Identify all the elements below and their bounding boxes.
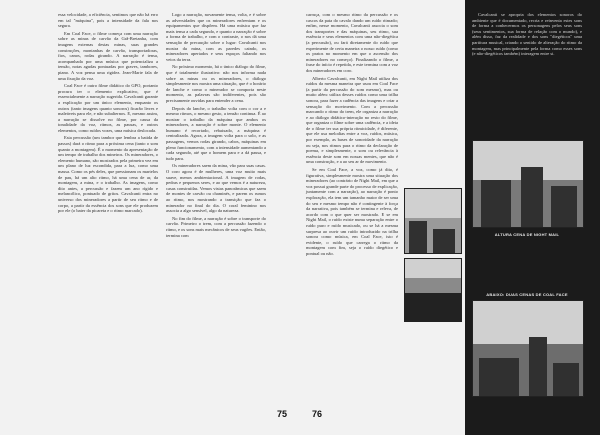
coal-face-photo (472, 300, 584, 397)
night-mail-photo (472, 140, 584, 228)
paragraph: Alberto Cavalcanti, em Night Mail utiliza dos ruídos da mesma maneira que usou em Coal Face (a partir da percussão do som mesmo), mas ou muito além: utiliza desses ruídos como uma trilha sonora, para fazer a cadência das imagens e criar a sensação do movimento. Com a percussão marcando o ritmo do trem, ele organiza a narração e ao diálogo didático-interação no resto do filme, que organiza o filme sobre uma cadência, e a ideia de o filme ter sua própria ritmicidade, é diferente, que ele usa melodias entre a voz, ruídos, música, por exemplo, as bases de sonoridade da narração ou seja, nos ritmos para o ritmo da declaração de poema, e simplesmente, o som ou relevância à essência deste som em nossas mentes, que não é uma construção, e a ao seu ar de movimento. (306, 75, 398, 165)
photo-building (409, 221, 427, 253)
coal-face-photo-top (404, 188, 462, 254)
paragraph: No fim do filme, a narração é sobre o transporte do carvão. Primeiro o trem, com a percussão fazendo o ritmo, e os sons mais mecânicos de seus vagões. Então, termina com (166, 215, 266, 238)
paragraph: essa velocidade, a eficiência, sentimos que não há erro em tal "máquina", pois a intensidade da fala nos segura. (58, 12, 158, 29)
photo-building (481, 180, 511, 227)
coal-face-photo-bottom (404, 258, 462, 322)
photo-sky (405, 259, 461, 278)
photo-building (551, 186, 577, 227)
paragraph: carruça, com o mesmo ritmo da percussão e os cascos da pata do cavalo dando um ruído ritmado; enfim, nesse momento, Cavalcanti associa o som dos transportes e das máquinas, seu ritmo, sua essência e seus elementos com uma não-diegética (a percussão), ou fará diretamente do ruído que experimente de certa maneira o nosso ruído (como os pratos no momento em que o ascensão dos mineradores no começo). Finalizando o filme, a frase do início é repetida, e este termina com a voz dos mineradores em coro. (306, 12, 398, 73)
paragraph: No próximo momento, há o único diálogo do filme, que é totalmente ilustrativo: não nos informa nada sobre as minas ou os mineradores, o diálogo simplesmente nos mostra uma situação, que é o horário de lanche e como o minerador se comporta neste momento, as palavras são indiferentes, pois são precisamente ouvidas para entender a cena. (166, 64, 266, 103)
text-column-sidebar (472, 12, 582, 59)
photo-building (433, 229, 455, 253)
photo-sky (473, 301, 583, 344)
text-column-3 (306, 12, 398, 259)
paragraph: Se em Coal Face, a voz, como já dito, é figurativa, simplesmente mostra uma situação dos mineradores (ao contrário de Night Mail, em que a voz possui grande parte do processo de explicação, juntamente com a narração), ao narração é ponto exploração, ela tem um tamanho maior de ser uma do seu e mesmo tempo não é contingente à força da narrativa, pois também se termina e releva, de acordo com o que quer ser mostrado. E se em Night Mail, o ruído existe numa separação entre o ruído puro e ruído musicado, ou se há a mesma surpresa ao ouvir um ruído introduzido na trilha sonora como música, em Coal Face, isto é evidente, o ruído que carrega o ritmo da montagem com fim, seja o ruído diegético e pontual ou não. (306, 167, 398, 256)
page-number-right: 76 (312, 409, 323, 419)
paragraph: Logo a narração, novamente tensa, volta, e é sobre as adversidades que os mineradores enfrentam e os equipamentos que dispõem. Há uma música que faz mais tensa a cada segundo, e quanto a narração é sobre a forma de trabalho, e com o contraste, o nos dá uma sensação de precaução sobre o lugar: Cavalcanti nos mostra da mina, com as paredes caindo, os mineradores apertados e seus espaços faltando nos veios da terra. (166, 12, 266, 62)
paragraph: Cavalcanti se apropria dos elementos sonoros do ambiente que é documentado, recria e reinventa estes sons de forma a conhecermos os personagens pelos seus sons (seus sentimentos, sua forma de relação com o mundo), e além disso, faz da realidade e dos sons "diegéticos" uma partitura musical, criando o sentido de alteração do ritmo da montagem, mas principalmente pela forma como esses sons (e não-diegéticos também) interagem entre si. (472, 12, 582, 57)
photo-building (553, 363, 579, 396)
photo-caption: ABAIXO: DUAS CENAS DE COAL FACE (486, 292, 568, 297)
paragraph: Depois do lanche, o trabalho volta com o cor a e mesmo ritmos, o mesmo gesto, a tensão continua. É ao mostrar o trabalho da máquina que ambos os mineradores, a narração é sobre monte. O elemento humano é recortado, rebaixado, a máquina é centralizada. Agora, a imagem volta para o solo, e as passagens, vemos rodas girando, cabos, máquinas em pleno funcionamento, com a intensidade aumentando a cada segundo, até que o homem para e a dá pausa, e tudo para. (166, 105, 266, 161)
paragraph: Esta percussão (um tambor que lembra a batida de passos) dará o ritmo para a próxima cena (tanto o som quanto a montagem). É o momento da apresentação de um tempo de trabalho dos mineiros. Os mineradores, o elemento humano, são mostrados pela primeira vez em um plano de luz escondida, para a luz, como uma massa. Como os pés deles, que pressionam os martelos de pau, há um alto ritmo, há uma cena de ar, da montagem, a mina, e o trabalho. As imagens, como dito antes, a percussão e fazem um ano rígido e melancólico, pontuado de gritos. Cavalcanti entra no universo dos mineradores a partir de seu ritmo e de corpo, a partir da essência dos sons que ele produzem por ele (o bater da picareta e o ritmo marcado). (58, 135, 158, 214)
text-column-2 (166, 12, 266, 240)
photo-sky (405, 189, 461, 218)
paragraph: Coal Face é outro filme didático do GPO, portanto procura ter o elemento explicativo, que é essencialmente a narração sugerida. Cavalcanti garante a explicação por um único elemento, enquanto os outros (tanto imagens quanto sonoros) ficarão livres e maleáveis para ele, e não subalternos. E, mesmo assim, a narração se dissolve no filme, por causa da tonalidade da voz, ritmos, as pausas, e outros elementos, como ruídos vozes, uma música deslocada. (58, 83, 158, 133)
paragraph: Em Coal Face, o filme começa com uma narração sobre as minas de carvão da Grã-Bretanha, com imagens externas destas minas, suas grandes construções, montanhas de carvão, transportadoras, fios, canos, rodas girando. A narração é tensa, acompanhada por uma música que potencializa a tensão, notas agudas pontuadas por graves, tambores, piano. A voz pensa uma rigidez. Jean-Marie fala de uma fixação da voz. (58, 30, 158, 81)
paragraph: Os mineradores saem da mina, vão para suas casas. O coro agora é de mulheres, uma voz muito mais suave, menos ambientacional. A imagem de rodas, pedras e pequenos seres, e ao que vemos é a natureza, casas construídas. Vemos vistas panorâmicas que saem de montes de carvão ou chaminés, e parem os rumos ao ritmo, nos mostrando a transição que faz o minerador no final do dia. O coral feminino nos associa a algo sensível, algo da natureza. (166, 163, 266, 214)
photo-building (521, 167, 543, 227)
photo-building (405, 293, 461, 321)
text-column-1 (58, 12, 158, 216)
page-number-left: 75 (277, 409, 288, 419)
photo-building (479, 358, 519, 396)
photo-building (529, 337, 547, 396)
photo-caption: ALTURA CENA DE NIGHT MAIL (494, 232, 560, 237)
